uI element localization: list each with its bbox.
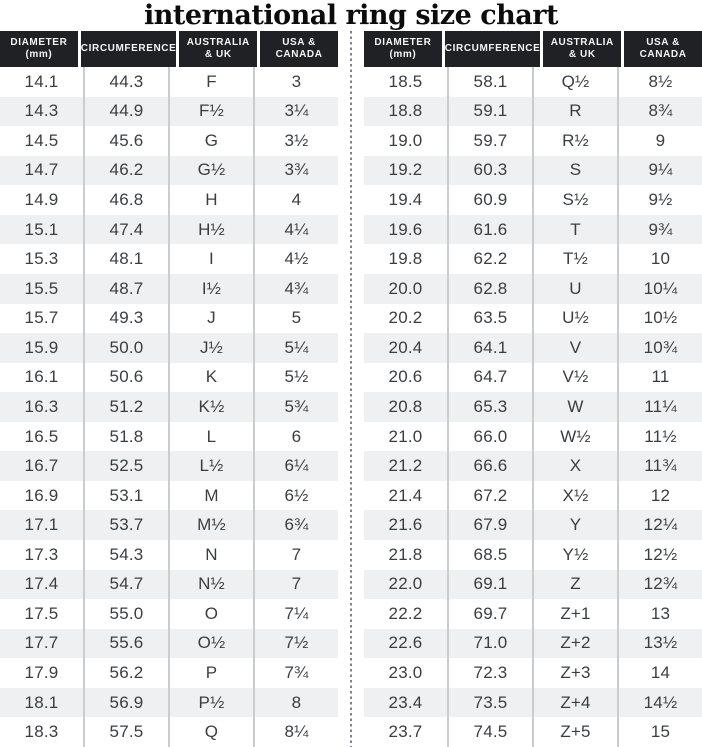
usa-canada-cell: 8¾	[617, 97, 702, 127]
australia-uk-cell: Y	[532, 510, 617, 540]
usa-canada-cell: 9½	[617, 185, 702, 215]
circumference-cell: 50.6	[83, 363, 168, 393]
usa-canada-cell: 6½	[253, 481, 338, 511]
usa-canada-cell: 4¾	[253, 274, 338, 304]
circumference-cell: 53.7	[83, 510, 168, 540]
australia-uk-cell: R	[532, 97, 617, 127]
usa-canada-cell: 5½	[253, 363, 338, 393]
australia-uk-cell: L½	[168, 451, 253, 481]
circumference-cell: 67.9	[447, 510, 532, 540]
circumference-cell: 44.3	[83, 67, 168, 97]
table-row	[364, 481, 702, 511]
table-row	[364, 422, 702, 452]
circumference-cell: 73.5	[447, 688, 532, 718]
table-row	[0, 629, 338, 659]
table-row	[364, 540, 702, 570]
usa-canada-cell: 4½	[253, 244, 338, 274]
australia-uk-cell: Z+4	[532, 688, 617, 718]
diameter-cell: 20.6	[388, 367, 423, 387]
table-row	[0, 126, 338, 156]
usa-canada-cell: 9¼	[617, 156, 702, 186]
circumference-cell: 46.8	[83, 185, 168, 215]
table-row	[364, 156, 702, 186]
australia-uk-cell: G½	[168, 156, 253, 186]
usa-canada-cell: 5¾	[253, 392, 338, 422]
table-row	[0, 599, 338, 629]
column-header: USA & CANADA	[624, 31, 702, 67]
diameter-cell: 20.2	[388, 308, 423, 328]
australia-uk-cell: Z+1	[532, 599, 617, 629]
australia-uk-cell: K	[168, 363, 253, 393]
diameter-cell: 23.4	[388, 692, 423, 712]
ring-size-table-right	[364, 31, 702, 747]
table-row	[0, 185, 338, 215]
column-header: CIRCUMFERENCE	[81, 31, 177, 67]
usa-canada-cell: 4¼	[253, 215, 338, 245]
table-row	[0, 363, 338, 393]
usa-canada-cell: 11¼	[617, 392, 702, 422]
diameter-cell: 22.0	[388, 574, 423, 594]
column-header: CIRCUMFERENCE	[445, 31, 541, 67]
table-row	[364, 244, 702, 274]
diameter-cell: 19.4	[388, 190, 423, 210]
australia-uk-cell: J½	[168, 333, 253, 363]
circumference-cell: 54.7	[83, 570, 168, 600]
australia-uk-cell: W	[532, 392, 617, 422]
circumference-cell: 55.0	[83, 599, 168, 629]
table-row	[364, 126, 702, 156]
diameter-cell: 21.0	[388, 426, 423, 446]
australia-uk-cell: Z+5	[532, 717, 617, 747]
usa-canada-cell: 9¾	[617, 215, 702, 245]
table-row	[364, 215, 702, 245]
australia-uk-cell: V	[532, 333, 617, 363]
usa-canada-cell: 7¼	[253, 599, 338, 629]
diameter-cell: 18.1	[24, 692, 59, 712]
circumference-cell: 66.0	[447, 422, 532, 452]
australia-uk-cell: S	[532, 156, 617, 186]
diameter-cell: 17.4	[24, 574, 59, 594]
circumference-cell: 62.2	[447, 244, 532, 274]
dotted-line	[350, 31, 353, 747]
table-row	[0, 451, 338, 481]
table-body	[0, 67, 338, 747]
usa-canada-cell: 10¼	[617, 274, 702, 304]
usa-canada-cell: 7¾	[253, 658, 338, 688]
circumference-cell: 54.3	[83, 540, 168, 570]
diameter-cell: 17.5	[24, 603, 59, 623]
circumference-cell: 71.0	[447, 629, 532, 659]
usa-canada-cell: 10½	[617, 304, 702, 334]
circumference-cell: 47.4	[83, 215, 168, 245]
australia-uk-cell: S½	[532, 185, 617, 215]
table-row	[0, 688, 338, 718]
usa-canada-cell: 14	[617, 658, 702, 688]
usa-canada-cell: 13½	[617, 629, 702, 659]
usa-canada-cell: 13	[617, 599, 702, 629]
circumference-cell: 46.2	[83, 156, 168, 186]
circumference-cell: 56.2	[83, 658, 168, 688]
diameter-cell: 14.5	[24, 130, 59, 150]
circumference-cell: 45.6	[83, 126, 168, 156]
diameter-cell: 15.1	[24, 219, 59, 239]
australia-uk-cell: P½	[168, 688, 253, 718]
australia-uk-cell: Q½	[532, 67, 617, 97]
australia-uk-cell: P	[168, 658, 253, 688]
circumference-cell: 64.1	[447, 333, 532, 363]
table-row	[364, 629, 702, 659]
diameter-cell: 21.6	[388, 515, 423, 535]
australia-uk-cell: X½	[532, 481, 617, 511]
diameter-cell: 15.9	[24, 337, 59, 357]
diameter-cell: 19.2	[388, 160, 423, 180]
table-row	[364, 392, 702, 422]
page-title: international ring size chart	[144, 0, 558, 31]
usa-canada-cell: 3	[253, 67, 338, 97]
diameter-cell: 18.8	[388, 101, 423, 121]
australia-uk-cell: U	[532, 274, 617, 304]
usa-canada-cell: 5¼	[253, 333, 338, 363]
table-row	[0, 540, 338, 570]
column-header: DIAMETER (mm)	[364, 31, 442, 67]
diameter-cell: 15.3	[24, 249, 59, 269]
diameter-cell: 16.1	[24, 367, 59, 387]
usa-canada-cell: 7½	[253, 629, 338, 659]
circumference-cell: 59.7	[447, 126, 532, 156]
usa-canada-cell: 9	[617, 126, 702, 156]
column-header: AUSTRALIA & UK	[543, 31, 621, 67]
australia-uk-cell: Z+3	[532, 658, 617, 688]
circumference-cell: 48.1	[83, 244, 168, 274]
table-row	[364, 67, 702, 97]
circumference-cell: 66.6	[447, 451, 532, 481]
australia-uk-cell: R½	[532, 126, 617, 156]
australia-uk-cell: K½	[168, 392, 253, 422]
diameter-cell: 21.4	[388, 485, 423, 505]
diameter-cell: 16.5	[24, 426, 59, 446]
usa-canada-cell: 5	[253, 304, 338, 334]
circumference-cell: 58.1	[447, 67, 532, 97]
column-header: AUSTRALIA & UK	[179, 31, 257, 67]
australia-uk-cell: I	[168, 244, 253, 274]
usa-canada-cell: 8¼	[253, 717, 338, 747]
circumference-cell: 52.5	[83, 451, 168, 481]
usa-canada-cell: 11½	[617, 422, 702, 452]
table-row	[364, 363, 702, 393]
table-row	[0, 510, 338, 540]
diameter-cell: 16.3	[24, 396, 59, 416]
australia-uk-cell: T	[532, 215, 617, 245]
diameter-cell: 14.9	[24, 190, 59, 210]
table-row	[0, 274, 338, 304]
usa-canada-cell: 15	[617, 717, 702, 747]
table-header-row	[364, 31, 702, 67]
diameter-cell: 16.9	[24, 485, 59, 505]
australia-uk-cell: V½	[532, 363, 617, 393]
diameter-cell: 22.6	[388, 633, 423, 653]
circumference-cell: 56.9	[83, 688, 168, 718]
australia-uk-cell: F	[168, 67, 253, 97]
diameter-cell: 20.0	[388, 278, 423, 298]
table-row	[0, 658, 338, 688]
table-row	[364, 717, 702, 747]
usa-canada-cell: 7	[253, 540, 338, 570]
diameter-cell: 15.5	[24, 278, 59, 298]
circumference-cell: 64.7	[447, 363, 532, 393]
table-row	[0, 570, 338, 600]
usa-canada-cell: 14½	[617, 688, 702, 718]
diameter-cell: 20.4	[388, 337, 423, 357]
usa-canada-cell: 10¾	[617, 333, 702, 363]
circumference-cell: 51.2	[83, 392, 168, 422]
diameter-cell: 21.8	[388, 544, 423, 564]
usa-canada-cell: 6¼	[253, 451, 338, 481]
diameter-cell: 19.0	[388, 130, 423, 150]
australia-uk-cell: I½	[168, 274, 253, 304]
diameter-cell: 23.0	[388, 663, 423, 683]
circumference-cell: 53.1	[83, 481, 168, 511]
table-row	[364, 304, 702, 334]
australia-uk-cell: F½	[168, 97, 253, 127]
table-row	[364, 451, 702, 481]
diameter-cell: 14.7	[24, 160, 59, 180]
table-row	[0, 422, 338, 452]
australia-uk-cell: T½	[532, 244, 617, 274]
usa-canada-cell: 8	[253, 688, 338, 718]
circumference-cell: 59.1	[447, 97, 532, 127]
australia-uk-cell: Q	[168, 717, 253, 747]
usa-canada-cell: 12¼	[617, 510, 702, 540]
table-row	[0, 717, 338, 747]
usa-canada-cell: 7	[253, 570, 338, 600]
table-body	[364, 67, 702, 747]
table-row	[0, 156, 338, 186]
table-row	[364, 274, 702, 304]
table-row	[364, 658, 702, 688]
diameter-cell: 15.7	[24, 308, 59, 328]
australia-uk-cell: Z	[532, 570, 617, 600]
circumference-cell: 57.5	[83, 717, 168, 747]
table-row	[0, 97, 338, 127]
circumference-cell: 63.5	[447, 304, 532, 334]
diameter-cell: 17.9	[24, 663, 59, 683]
australia-uk-cell: W½	[532, 422, 617, 452]
usa-canada-cell: 11¾	[617, 451, 702, 481]
diameter-cell: 14.1	[24, 71, 59, 91]
table-row	[364, 688, 702, 718]
ring-size-table-left	[0, 31, 338, 747]
table-row	[364, 510, 702, 540]
circumference-cell: 65.3	[447, 392, 532, 422]
dotted-divider	[338, 31, 364, 747]
table-row	[0, 392, 338, 422]
diameter-cell: 20.8	[388, 396, 423, 416]
diameter-cell: 18.5	[388, 71, 423, 91]
diameter-cell: 17.7	[24, 633, 59, 653]
circumference-cell: 50.0	[83, 333, 168, 363]
diameter-cell: 22.2	[388, 603, 423, 623]
table-row	[364, 599, 702, 629]
australia-uk-cell: M	[168, 481, 253, 511]
table-row	[0, 304, 338, 334]
tables-row	[0, 31, 702, 747]
australia-uk-cell: M½	[168, 510, 253, 540]
usa-canada-cell: 6	[253, 422, 338, 452]
table-row	[364, 185, 702, 215]
diameter-cell: 14.3	[24, 101, 59, 121]
table-row	[0, 244, 338, 274]
usa-canada-cell: 3¾	[253, 156, 338, 186]
circumference-cell: 44.9	[83, 97, 168, 127]
circumference-cell: 69.1	[447, 570, 532, 600]
circumference-cell: 72.3	[447, 658, 532, 688]
table-row	[0, 333, 338, 363]
diameter-cell: 19.8	[388, 249, 423, 269]
australia-uk-cell: X	[532, 451, 617, 481]
australia-uk-cell: U½	[532, 304, 617, 334]
circumference-cell: 51.8	[83, 422, 168, 452]
diameter-cell: 23.7	[388, 722, 423, 742]
usa-canada-cell: 6¾	[253, 510, 338, 540]
circumference-cell: 62.8	[447, 274, 532, 304]
usa-canada-cell: 8½	[617, 67, 702, 97]
circumference-cell: 67.2	[447, 481, 532, 511]
table-row	[364, 97, 702, 127]
diameter-cell: 18.3	[24, 722, 59, 742]
circumference-cell: 55.6	[83, 629, 168, 659]
australia-uk-cell: N½	[168, 570, 253, 600]
australia-uk-cell: Z+2	[532, 629, 617, 659]
diameter-cell: 21.2	[388, 456, 423, 476]
circumference-cell: 68.5	[447, 540, 532, 570]
australia-uk-cell: O	[168, 599, 253, 629]
circumference-cell: 61.6	[447, 215, 532, 245]
diameter-cell: 17.3	[24, 544, 59, 564]
usa-canada-cell: 12	[617, 481, 702, 511]
table-row	[364, 333, 702, 363]
circumference-cell: 60.9	[447, 185, 532, 215]
column-header: DIAMETER (mm)	[0, 31, 78, 67]
diameter-cell: 17.1	[24, 515, 59, 535]
australia-uk-cell: L	[168, 422, 253, 452]
usa-canada-cell: 10	[617, 244, 702, 274]
circumference-cell: 48.7	[83, 274, 168, 304]
australia-uk-cell: H½	[168, 215, 253, 245]
australia-uk-cell: O½	[168, 629, 253, 659]
table-row	[0, 215, 338, 245]
table-row	[364, 570, 702, 600]
australia-uk-cell: H	[168, 185, 253, 215]
usa-canada-cell: 3¼	[253, 97, 338, 127]
usa-canada-cell: 12½	[617, 540, 702, 570]
diameter-cell: 16.7	[24, 456, 59, 476]
diameter-cell: 19.6	[388, 219, 423, 239]
australia-uk-cell: N	[168, 540, 253, 570]
usa-canada-cell: 4	[253, 185, 338, 215]
table-row	[0, 67, 338, 97]
table-header-row	[0, 31, 338, 67]
circumference-cell: 60.3	[447, 156, 532, 186]
column-header: USA & CANADA	[260, 31, 338, 67]
usa-canada-cell: 11	[617, 363, 702, 393]
usa-canada-cell: 12¾	[617, 570, 702, 600]
australia-uk-cell: J	[168, 304, 253, 334]
circumference-cell: 74.5	[447, 717, 532, 747]
circumference-cell: 69.7	[447, 599, 532, 629]
australia-uk-cell: G	[168, 126, 253, 156]
table-row	[0, 481, 338, 511]
australia-uk-cell: Y½	[532, 540, 617, 570]
circumference-cell: 49.3	[83, 304, 168, 334]
usa-canada-cell: 3½	[253, 126, 338, 156]
